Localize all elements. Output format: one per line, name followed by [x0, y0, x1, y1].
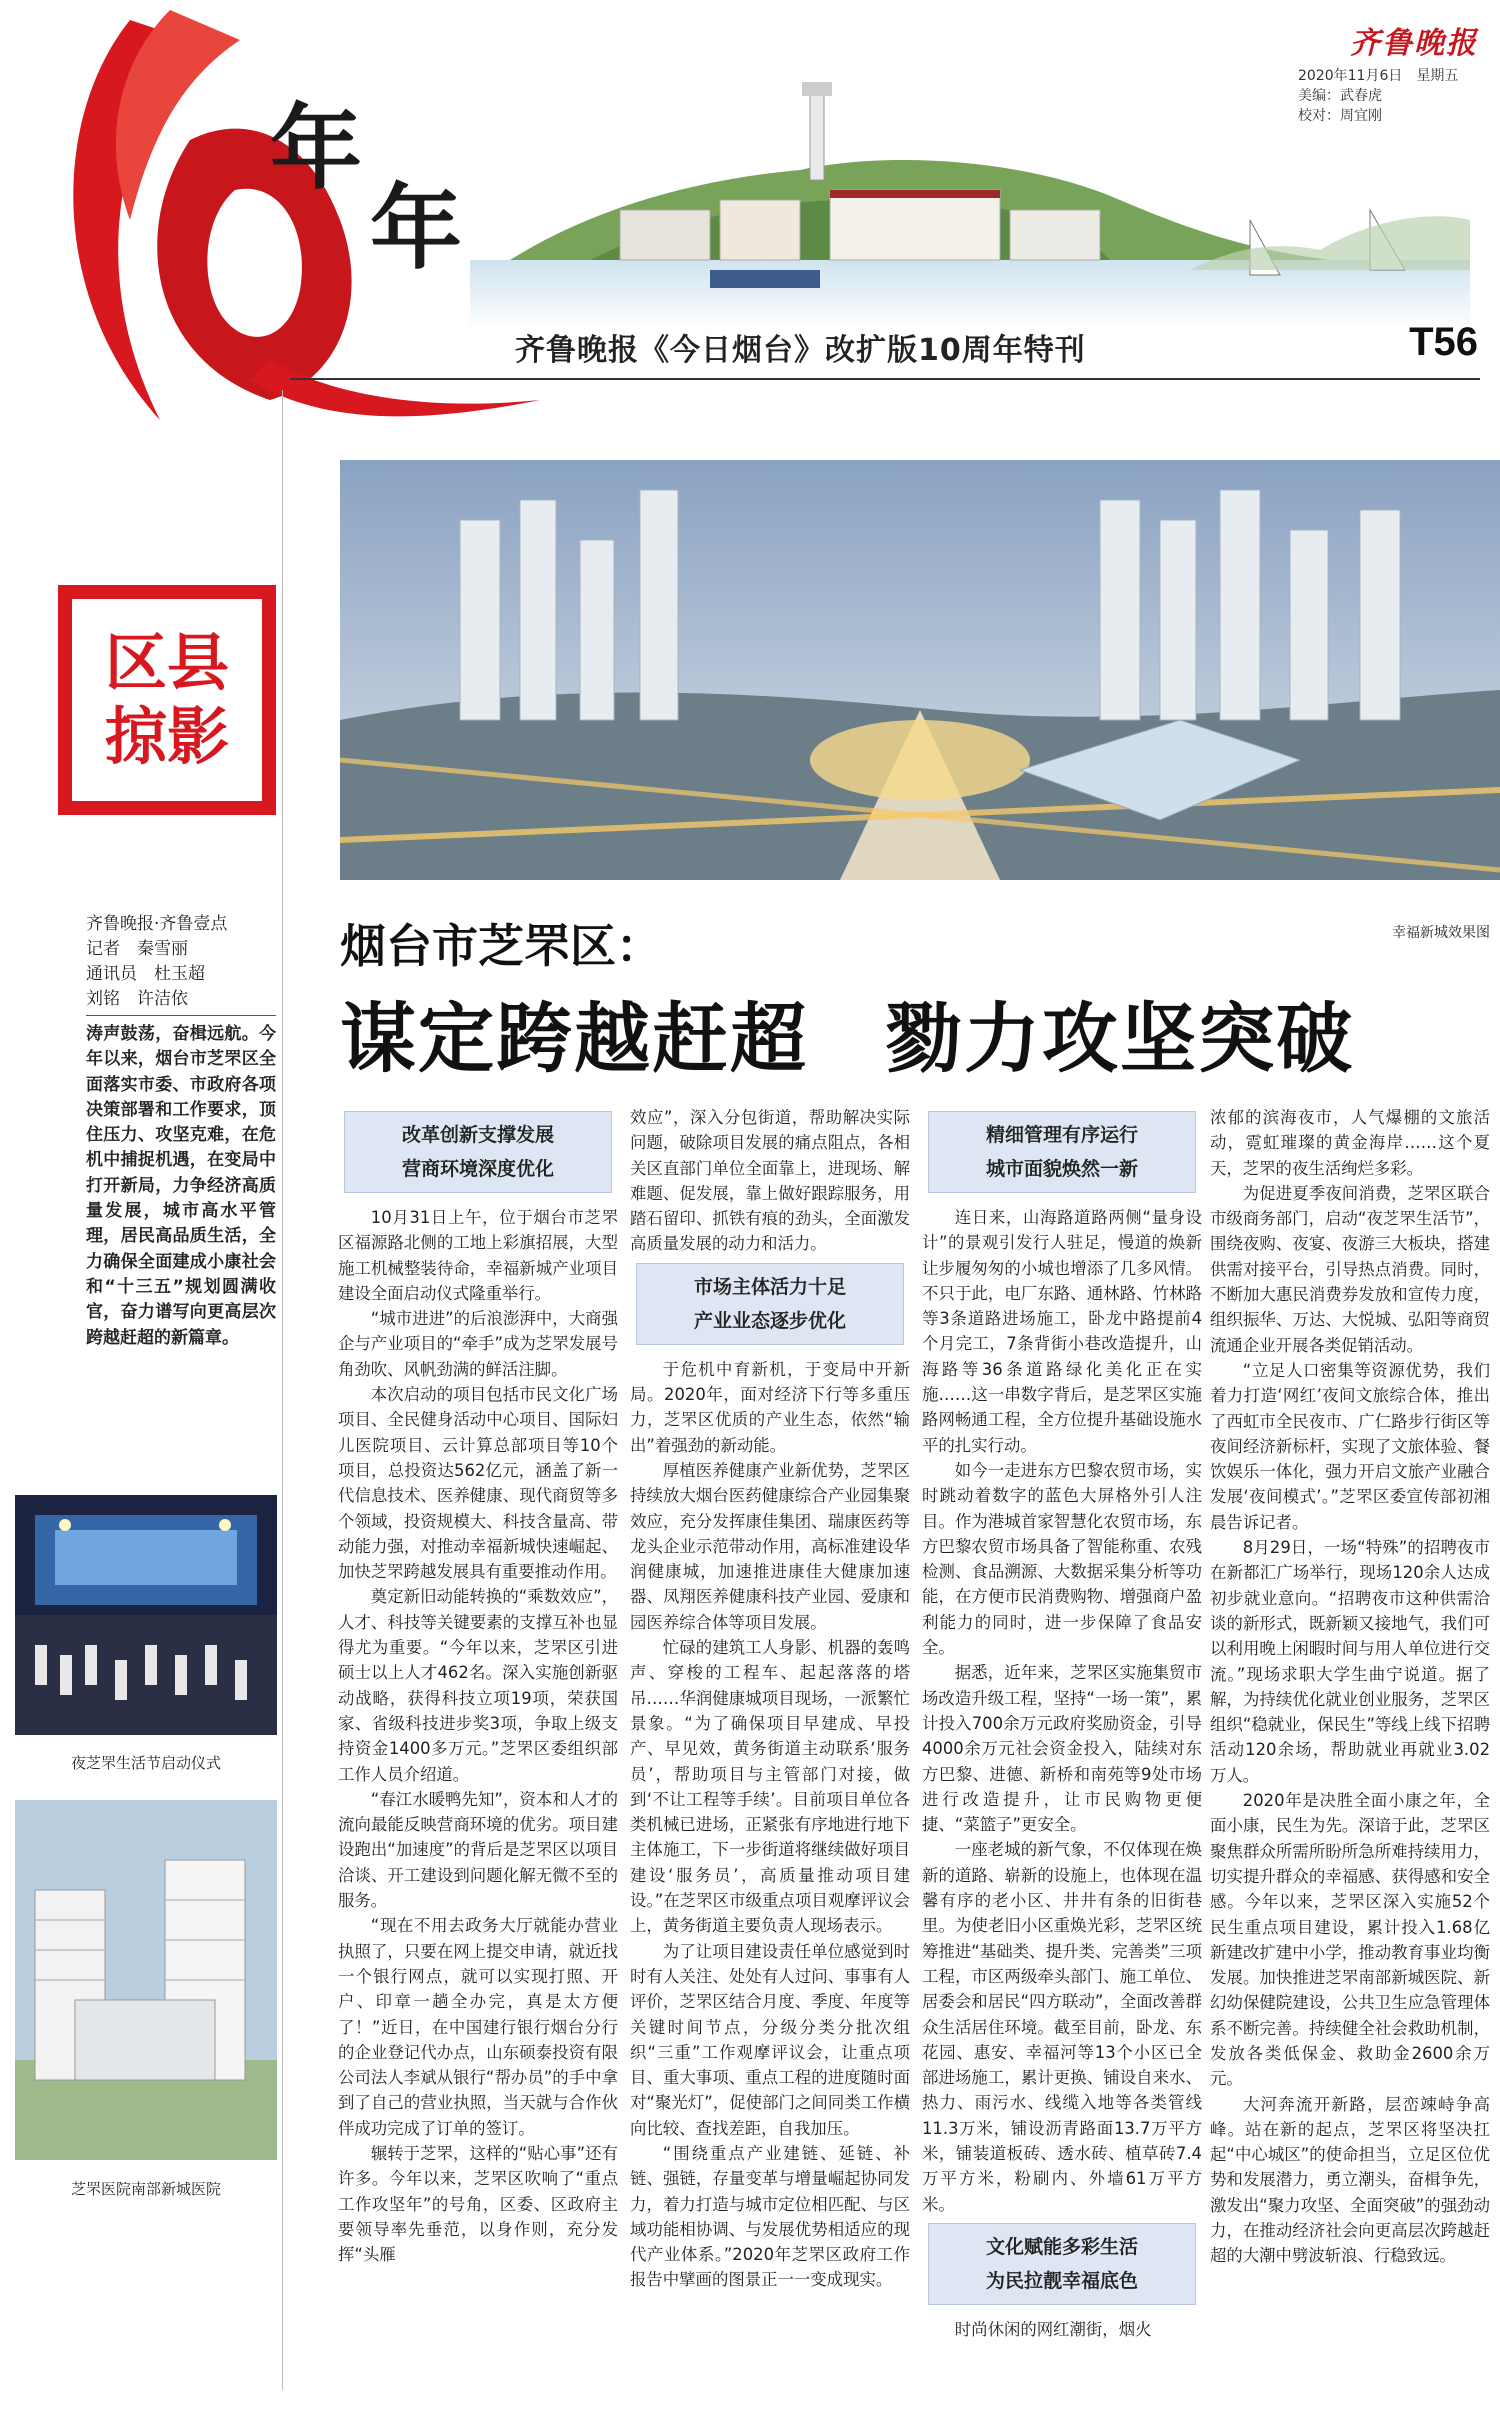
subhead-market-line1: 市场主体活力十足: [693, 1275, 846, 1298]
photo-caption-festival: 夜芝罘生活节启动仪式: [70, 1754, 221, 1772]
proof-credit: 校对：周宜刚: [1298, 108, 1382, 124]
paragraph: 于危机中育新机，于变局中开新局。2020年，面对经济下行等多重压力，芝罘区优质的产业生态，依然“输出”着强劲的新动能。: [630, 1359, 910, 1455]
masthead-rule: [290, 378, 1480, 380]
paragraph: 8月29日，一场“特殊”的招聘夜市在新都汇广场举行，现场120余人达成初步就业意向。“招聘夜市这种供需洽谈的新形式，既新颖又接地气，我们可以利用晚上闲暇时间与用人单位进行交流。”现场求职大学生曲宁说道。据了解，为持续优化就业创业服务，芝罘区组织“稳就业，保民生”等线上线下招聘活动120余场，帮助就业再就业3.02万人。: [1210, 1538, 1490, 1785]
paragraph: “现在不用去政务大厅就能办营业执照了，只要在网上提交申请，就近找一个银行网点，就可以实现打照、开户、印章一趟全办完，真是太方便了！”近日，在中国建行银行烟台分行的企业登记代办点，山东硕泰投资有限公司法人李斌从银行“帮办员”的手中拿到了自己的营业执照，当天就与合作伙伴成功完成了订单的签订。: [338, 1916, 618, 2138]
headline-main: 谋定跨越赶超 勠力攻坚突破: [340, 994, 1354, 1083]
special-edition-title: 齐鲁晚报《今日烟台》改扩版10周年特刊: [515, 333, 1086, 368]
left-column-divider: [282, 390, 283, 2390]
subhead-culture: [928, 2223, 1196, 2305]
subhead-reform-line2: 营商环境深度优化: [401, 1158, 554, 1180]
paragraph: 效应”，深入分包街道，帮助解决实际问题，破除项目发展的痛点阻点，各相关区直部门单位全面靠上，进现场、解难题、促发展，靠上做好跟踪服务，用踏石留印、抓铁有痕的劲头，全面激发高质量发展的动力和活力。: [630, 1108, 910, 1254]
paragraph: 奠定新旧动能转换的“乘数效应”，人才、科技等关键要素的支撑互补也显得尤为重要。“今年以来，芝罘区引进硕士以上人才462名。深入实施创新驱动战略，获得科技立项19项，荣获国家、省级科技进步奖3项，争取上级支持资金1400多万元。”芝罘区委组织部工作人员介绍道。: [338, 1587, 618, 1784]
hero-caption: 幸福新城效果图: [1392, 925, 1490, 941]
section-label-inner: [72, 599, 262, 801]
byline: [86, 912, 276, 1012]
byline-reporter: 记者 秦雪丽: [86, 939, 188, 959]
section-label-line2: 掠影: [104, 700, 229, 773]
article-column-4: [1210, 1105, 1490, 2269]
anniversary-glyph: 年: [270, 94, 363, 202]
city-rendering-hero-image: [340, 460, 1500, 880]
paragraph: 为了让项目建设责任单位感觉到时时有人关注、处处有人过问、事事有人评价，芝罘区结合月度、季度、年度等关键时间节点，分级分类分批次组织“三重”工作观摩评议会，让重点项目、重大事项、重点工程的进度随时面对“聚光灯”，促使部门之间同类工作横向比较、查找差距，自我加压。: [630, 1941, 910, 2138]
paragraph: 一座老城的新气象，不仅体现在焕新的道路、崭新的设施上，也体现在温馨有序的老小区、井井有条的旧街巷里。为使老旧小区重焕光彩，芝罘区统筹推进“基础类、提升类、完善类”三项工程，市区两级牵头部门、施工单位、居委会和居民“四方联动”，全面改善群众生活居住环境。截至目前，卧龙、东花园、惠安、幸福河等13个小区已全部进场施工，累计更换、铺设自来水、热力、雨污水、线缆入地等各类管线11.3万米，铺设沥青路面13.7万平方米，铺装道板砖、透水砖、植草砖7.4万平方米，粉刷内、外墙61万平方米。: [922, 1840, 1202, 2214]
byline-correspondent-2: 刘铭 许洁依: [86, 989, 188, 1009]
article-column-3: [922, 1105, 1202, 2342]
editor-credit: 美编：武春虎: [1298, 88, 1382, 104]
paragraph: 厚植医养健康产业新优势，芝罘区持续放大烟台医药健康综合产业园集聚效应，充分发挥康佳集团、瑞康医药等龙头企业示范带动作用，高标准建设华润健康城，加速推进康佳大健康加速器、凤翔医养健康科技产业园、爱康和园医养综合体等项目发展。: [630, 1460, 910, 1632]
section-label-line1: 区县: [104, 626, 229, 699]
subhead-management-line2: 城市面貌焕然一新: [985, 1158, 1138, 1180]
anniversary-glyph-2: 年: [370, 174, 463, 282]
article-column-2: [630, 1105, 910, 2293]
paragraph: 浓郁的滨海夜市，人气爆棚的文旅活动，霓虹璀璨的黄金海岸……这个夏天，芝罘的夜生活绚烂多彩。: [1210, 1108, 1490, 1178]
subhead-reform: [344, 1111, 612, 1193]
paragraph: 本次启动的项目包括市民文化广场项目、全民健身活动中心项目、国际妇儿医院项目、云计算总部项目等10个项目，总投资达562亿元，涵盖了新一代信息技术、医养健康、现代商贸等多个领域，投资规模大、科技含量高、带动能力强，对推动幸福新城快速崛起、加快芝罘跨越发展具有重要推动作用。: [338, 1385, 618, 1582]
lead-rule: [86, 1015, 276, 1016]
subhead-market-line2: 产业业态逐步优化: [693, 1309, 846, 1332]
lead-paragraph: 涛声鼓荡，奋楫远航。今年以来，烟台市芝罘区全面落实市委、市政府各项决策部署和工作要求，顶住压力、攻坚克难，在危机中捕捉机遇，在变局中打开新局，力争经济高质量发展，城市高水平管理，居民高品质生活，全力确保全面建成小康社会和“十三五”规划圆满收官，奋力谱写向更高层次跨越赶超的新篇章。: [86, 1024, 276, 1348]
paragraph: 连日来，山海路道路两侧“量身设计”的景观引发行人驻足，慢道的焕新让步履匆匆的小城也增添了几多风情。不只于此，电厂东路、通林路、竹林路等3条道路进场施工，卧龙中路提前4个月完工，7条背街小巷改造提升，山海路等36条道路绿化美化正在实施……这一串数字背后，是芝罘区实施路网畅通工程，全方位提升基础设施水平的扎实行动。: [922, 1208, 1202, 1455]
paragraph: 10月31日上午，位于烟台市芝罘区福源路北侧的工地上彩旗招展，大型施工机械整装待命，幸福新城产业项目建设全面启动仪式隆重举行。: [338, 1208, 618, 1303]
paragraph: 如今一走进东方巴黎农贸市场，实时跳动着数字的蓝色大屏格外引人注目。作为港城首家智慧化农贸市场，东方巴黎农贸市场具备了智能称重、农残检测、食品溯源、大数据采集分析等功能，在方便市民消费购物、增强商户盈利能力的同时，进一步保障了食品安全。: [922, 1460, 1202, 1658]
paragraph: “城市进进”的后浪澎湃中，大商强企与产业项目的“牵手”成为芝罘发展号角劲吹、风帆劲满的鲜活注脚。: [338, 1309, 618, 1379]
subhead-management-line1: 精细管理有序运行: [985, 1124, 1138, 1146]
brand-logo: 齐鲁晚报: [1350, 26, 1478, 61]
subhead-management: [928, 1111, 1196, 1193]
paragraph: “春江水暖鸭先知”，资本和人才的流向最能反映营商环境的优劣。项目建设跑出“加速度”的背后是芝罘区以项目洽谈、开工建设到问题化解无微不至的服务。: [338, 1789, 618, 1911]
paragraph: 2020年是决胜全面小康之年，全面小康，民生为先。深谙于此，芝罘区聚焦群众所需所盼所急所难持续用力，切实提升群众的幸福感、获得感和安全感。今年以来，芝罘区深入实施52个民生重点项目建设，累计投入1.68亿新建改扩建中小学，推动教育事业均衡发展。加快推进芝罘南部新城医院、新幻幼保健院建设，公共卫生应急管理体系不断完善。持续健全社会救助机制，发放各类低保金、救助金2600余万元。: [1210, 1791, 1490, 2089]
photo-caption-hospital: 芝罘医院南部新城医院: [70, 2180, 221, 2198]
byline-outlet: 齐鲁晚报·齐鲁壹点: [86, 914, 228, 934]
masthead: [0, 0, 1500, 380]
paragraph: 时尚休闲的网红潮街，烟火: [954, 2319, 1152, 2339]
subhead-reform-line1: 改革创新支撑发展: [401, 1124, 554, 1146]
paragraph: “立足人口密集等资源优势，我们着力打造‘网红’夜间文旅综合体，推出了西虹市全民夜市、广仁路步行街区等夜间经济新标杆，实现了文旅体验、餐饮娱乐一体化，强力开启文旅产业融合发展‘夜间模式’。”芝罘区委宣传部初湘晨告诉记者。: [1210, 1360, 1490, 1532]
subhead-market: [636, 1263, 904, 1345]
issue-date: 2020年11月6日 星期五: [1298, 68, 1459, 84]
byline-correspondent: 通讯员 杜玉超: [86, 964, 205, 984]
paragraph: 辗转于芝罘，这样的“贴心事”还有许多。今年以来，芝罘区吹响了“重点工作攻坚年”的号角，区委、区政府主要领导率先垂范，以身作则，充分发挥“头雁: [338, 2143, 618, 2265]
paragraph: 大河奔流开新路，层峦竦峙争高峰。站在新的起点，芝罘区将坚决扛起“中心城区”的使命担当，立足区位优势和发展潜力，勇立潮头，奋楫争先，激发出“聚力攻坚、全面突破”的强劲动力，在推动经济社会向更高层次跨越赶超的大潮中劈波斩浪、行稳致远。: [1210, 2094, 1490, 2266]
article-column-1: [338, 1105, 618, 2267]
section-label-box: [58, 585, 276, 815]
subhead-culture-line1: 文化赋能多彩生活: [985, 2235, 1138, 2258]
headline-kicker: 烟台市芝罘区：: [340, 919, 662, 973]
paragraph: 为促进夏季夜间消费，芝罘区联合市级商务部门，启动“夜芝罘生活节”，围绕夜购、夜宴、夜游三大板块，搭建供需对接平台，引导热点消费。同时，不断加大惠民消费券发放和宣传力度，组织振华、万达、大悦城、弘阳等商贸流通企业开展各类促销活动。: [1210, 1183, 1490, 1355]
coastal-scenery-illustration: [470, 60, 1470, 330]
night-festival-photo: [15, 1495, 277, 1735]
hospital-rendering-photo: [15, 1800, 277, 2160]
paragraph: 据悉，近年来，芝罘区实施集贸市场改造升级工程，坚持“一场一策”，累计投入700余万元政府奖励资金，引导4000余万元社会资金投入，陆续对东方巴黎、进德、新桥和南苑等9处市场进行改造提升，让市民购物更便捷、“菜篮子”更安全。: [922, 1663, 1202, 1835]
subhead-culture-line2: 为民拉靓幸福底色: [985, 2269, 1138, 2292]
page-number: T56: [1409, 320, 1478, 364]
paragraph: 忙碌的建筑工人身影、机器的轰鸣声、穿梭的工程车、起起落落的塔吊……华润健康城项目现场，一派繁忙景象。“为了确保项目早建成、早投产、早见效，黄务街道主动联系‘服务员’，帮助项目与主管部门对接，做到‘不让工程等手续’。目前项目单位各类机械已进场，正紧张有序地进行地下主体施工，下一步街道将继续做好项目建设‘服务员’，高质量推动项目建设。”在芝罘区市级重点项目观摩评议会上，黄务街道主要负责人现场表示。: [630, 1638, 910, 1936]
paragraph: “围绕重点产业建链、延链、补链、强链，存量变革与增量崛起协同发力，着力打造与城市定位相匹配、与区域功能相协调、与发展优势相适应的现代产业体系。”2020年芝罘区政府工作报告中擘画的图景正一一变成现实。: [630, 2143, 910, 2290]
